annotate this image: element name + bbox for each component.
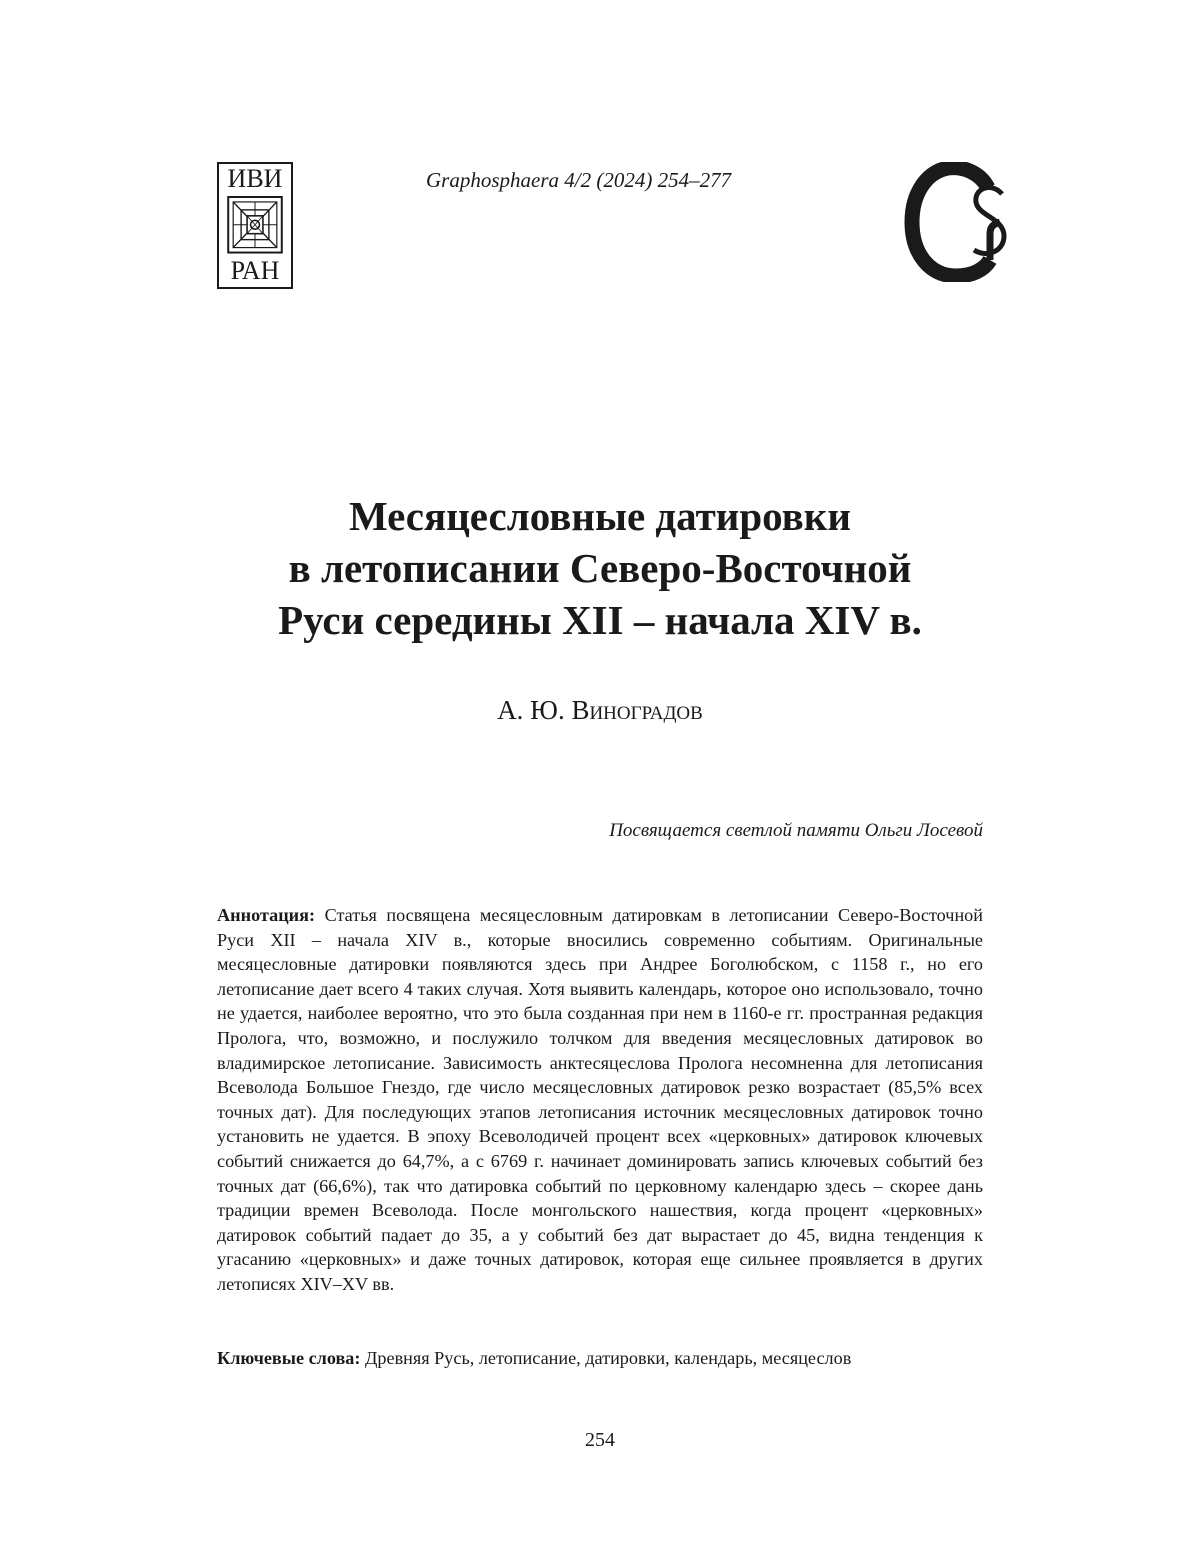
- article-title: [150, 490, 1050, 646]
- institute-logo-icon: [224, 195, 286, 257]
- abstract: [217, 903, 983, 1297]
- abstract-text: Статья посвящена месяцесловным датировкам в летописании Северо-Восточной Руси XII – начала XIV в., которые вносились современно событиям. Оригинальные месяцесловные датировки появляются здесь при Андрее Боголюбском, с 1158 г., но его летописание дает всего 4 таких случая. Хотя выявить календарь, которое оно использовало, точно не удается, наиболее вероятно, что это была созданная при нем в 1160-е гг. пространная редакция Пролога, что, возможно, и послужило толчком для введения месяцесловных датировок во владимирское летописание. Зависимость анктесяцеслова Пролога несомненна для летописания Всеволода Большое Гнездо, где число месяцесловных датировок резко возрастает (85,5% всех точных дат). Для последующих этапов летописания источник месяцесловных датировок точно установить не удается. В эпоху Всеволодичей процент всех «церковных» датировок ключевых событий снижается до 64,7%, а с 6769 г. начинает доминировать запись ключевых событий без точных дат (66,6%), так что датировка событий по церковному календарю здесь – скорее дань традиции времен Всеволода. После монгольского нашествия, когда процент «церковных» датировок событий падает до 35, а у событий без дат вырастает до 45, видна тенденция к угасанию «церковных» и даже точных датировок, которая еще сильнее проявляется в других летописях XIV–XV вв.: [217, 905, 983, 1294]
- journal-monogram-icon: [904, 162, 1008, 282]
- title-line-3: Руси середины XII – начала XIV в.: [278, 597, 922, 643]
- journal-reference: Graphosphaera 4/2 (2024) 254–277: [426, 168, 732, 192]
- keywords-label: Ключевые слова:: [217, 1348, 361, 1368]
- keywords-text: Древняя Русь, летописание, датировки, календарь, месяцеслов: [360, 1348, 852, 1368]
- dedication: Посвящается светлой памяти Ольги Лосевой: [609, 820, 983, 841]
- abstract-label: Аннотация:: [217, 905, 316, 925]
- logo-bottom-word: РАН: [230, 256, 280, 286]
- page-number: 254: [585, 1429, 615, 1451]
- logo-top-word: ИВИ: [227, 164, 283, 193]
- title-line-2: в летописании Северо-Восточной: [288, 545, 912, 591]
- title-line-1: Месяцесловные датировки: [348, 493, 852, 539]
- keywords: [217, 1346, 983, 1371]
- author-name: А. Ю. Виноградов: [497, 695, 703, 725]
- institute-logo: [217, 162, 293, 289]
